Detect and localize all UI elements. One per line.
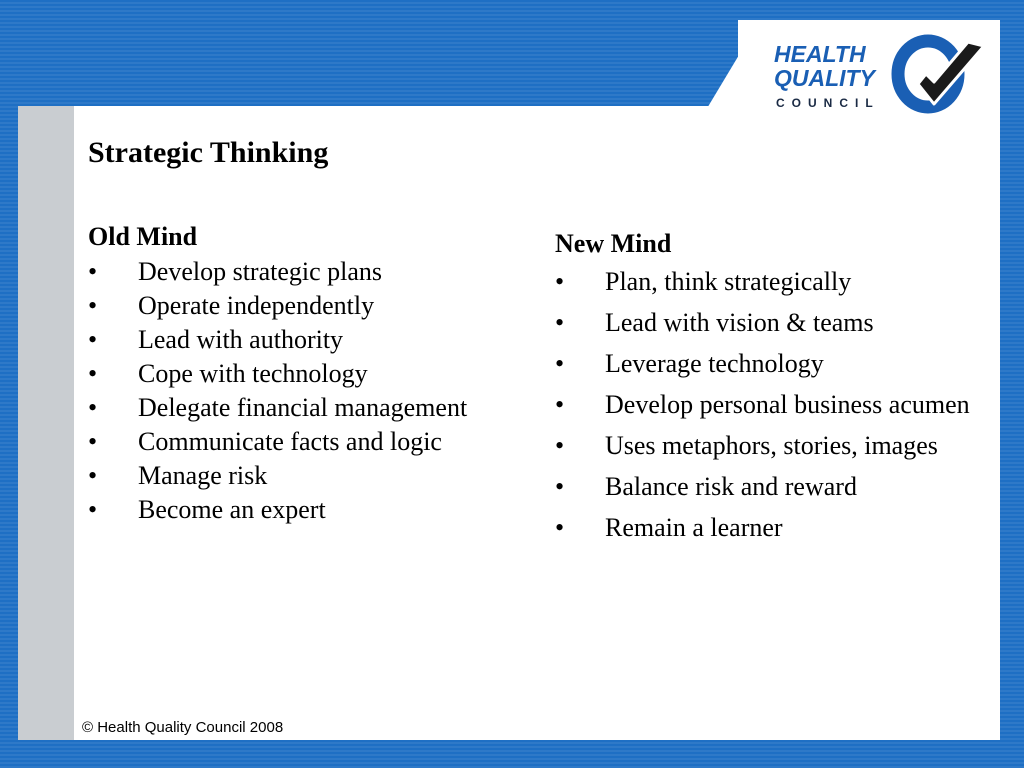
- q-checkmark-icon: [888, 32, 988, 118]
- logo-line-health: HEALTH: [774, 41, 866, 67]
- list-item: [555, 347, 995, 381]
- bullet-icon: •: [88, 393, 98, 422]
- list-item: [555, 429, 995, 463]
- list-item-text: Develop personal business acumen: [605, 390, 970, 419]
- logo-line-quality: QUALITY: [774, 65, 875, 91]
- list-item-text: Uses metaphors, stories, images: [605, 431, 938, 460]
- list-item: [555, 470, 995, 504]
- old-mind-column: [88, 222, 498, 530]
- bullet-icon: •: [555, 472, 565, 501]
- bullet-icon: •: [555, 349, 565, 378]
- logo-wordmark: [774, 42, 875, 90]
- list-item-text: Leverage technology: [605, 349, 824, 378]
- list-item-text: Plan, think strategically: [605, 267, 852, 296]
- bullet-icon: •: [555, 513, 565, 542]
- bullet-icon: •: [555, 308, 565, 337]
- bullet-icon: •: [88, 359, 98, 388]
- list-item: [88, 428, 498, 456]
- list-item-text: Delegate financial management: [138, 393, 468, 422]
- copyright-footer: © Health Quality Council 2008: [82, 719, 284, 736]
- list-item-text: Balance risk and reward: [605, 472, 857, 501]
- list-item-text: Lead with authority: [138, 325, 344, 354]
- list-item: [555, 511, 995, 545]
- old-mind-heading: Old Mind: [88, 222, 198, 251]
- bullet-icon: •: [88, 257, 98, 286]
- list-item-text: Develop strategic plans: [138, 257, 383, 286]
- list-item: [88, 462, 498, 490]
- bullet-icon: •: [88, 427, 98, 456]
- list-item-text: Remain a learner: [605, 513, 783, 542]
- list-item: [88, 496, 498, 524]
- list-item: [555, 265, 995, 299]
- bullet-icon: •: [555, 431, 565, 460]
- bullet-icon: •: [88, 495, 98, 524]
- new-mind-list: [555, 265, 995, 545]
- list-item-text: Communicate facts and logic: [138, 427, 442, 456]
- bullet-icon: •: [555, 267, 565, 296]
- list-item-text: Cope with technology: [138, 359, 368, 388]
- bullet-icon: •: [88, 325, 98, 354]
- list-item: [88, 292, 498, 320]
- old-mind-list: [88, 258, 498, 524]
- side-strip: [18, 106, 74, 740]
- list-item-text: Operate independently: [138, 291, 375, 320]
- list-item: [88, 326, 498, 354]
- new-mind-heading: New Mind: [555, 229, 672, 258]
- list-item: [555, 388, 995, 422]
- logo-line-council: COUNCIL: [776, 96, 880, 110]
- list-item: [88, 258, 498, 286]
- bullet-icon: •: [555, 390, 565, 419]
- bullet-icon: •: [88, 461, 98, 490]
- list-item: [88, 360, 498, 388]
- slide-title: Strategic Thinking: [88, 136, 329, 169]
- list-item: [88, 394, 498, 422]
- list-item-text: Lead with vision & teams: [605, 308, 874, 337]
- bullet-icon: •: [88, 291, 98, 320]
- list-item-text: Manage risk: [138, 461, 268, 490]
- list-item: [555, 306, 995, 340]
- new-mind-column: [555, 229, 995, 552]
- list-item-text: Become an expert: [138, 495, 326, 524]
